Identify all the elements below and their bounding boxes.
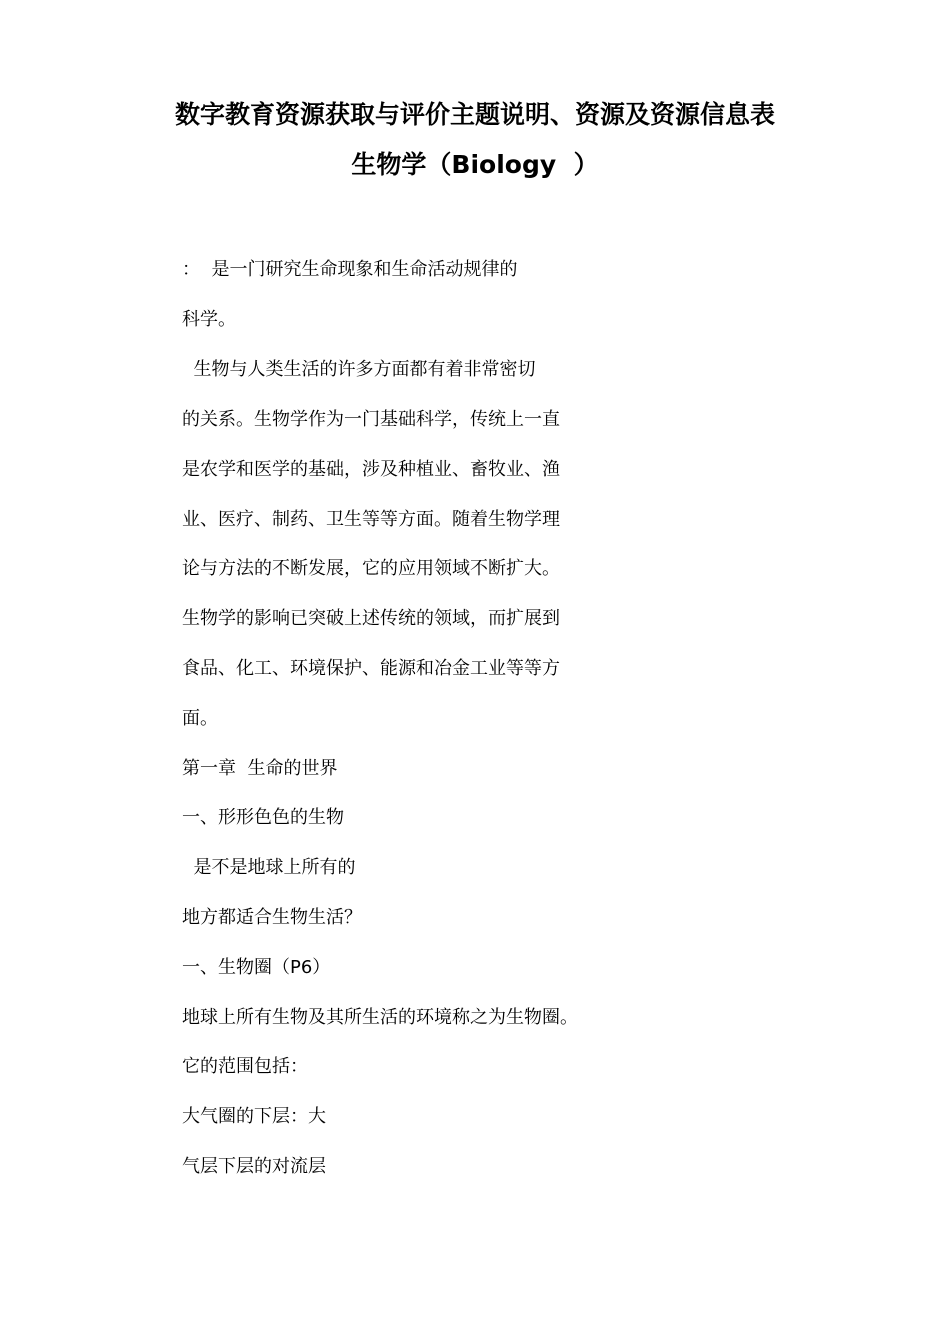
body-line: 科学。 [182,309,236,330]
body-line: 它的范围包括： [182,1056,308,1077]
body-line: 生物与人类生活的许多方面都有着非常密切 [182,359,536,380]
body-line: 气层下层的对流层 [182,1156,326,1177]
section-heading: 一、生物圈（P6） [182,957,331,978]
body-line: 是农学和医学的基础，涉及种植业、畜牧业、渔 [182,459,560,480]
body-line: 业、医疗、制药、卫生等等方面。随着生物学理 [182,509,560,530]
body-line: ： 是一门研究生命现象和生命活动规律的 [182,259,518,280]
document-title: 数字教育资源获取与评价主题说明、资源及资源信息表 [174,100,775,129]
body-line: 食品、化工、环境保护、能源和冶金工业等等方 [182,658,560,679]
chapter-heading: 第一章 生命的世界 [182,758,338,779]
section-heading: 一、形形色色的生物 [182,807,344,828]
body-line: 论与方法的不断发展，它的应用领域不断扩大。 [182,558,560,579]
body-line: 地方都适合生物生活？ [182,907,362,928]
body-line: 生物学的影响已突破上述传统的领域，而扩展到 [182,608,560,629]
body-line: 大气圈的下层：大 [182,1106,326,1127]
body-line: 地球上所有生物及其所生活的环境称之为生物圈。 [182,1007,578,1028]
body-line: 面。 [182,708,218,729]
body-line: 的关系。生物学作为一门基础科学，传统上一直 [182,409,560,430]
document-subtitle: 生物学（Biology ） [351,150,599,179]
body-line: 是不是地球上所有的 [182,857,356,878]
